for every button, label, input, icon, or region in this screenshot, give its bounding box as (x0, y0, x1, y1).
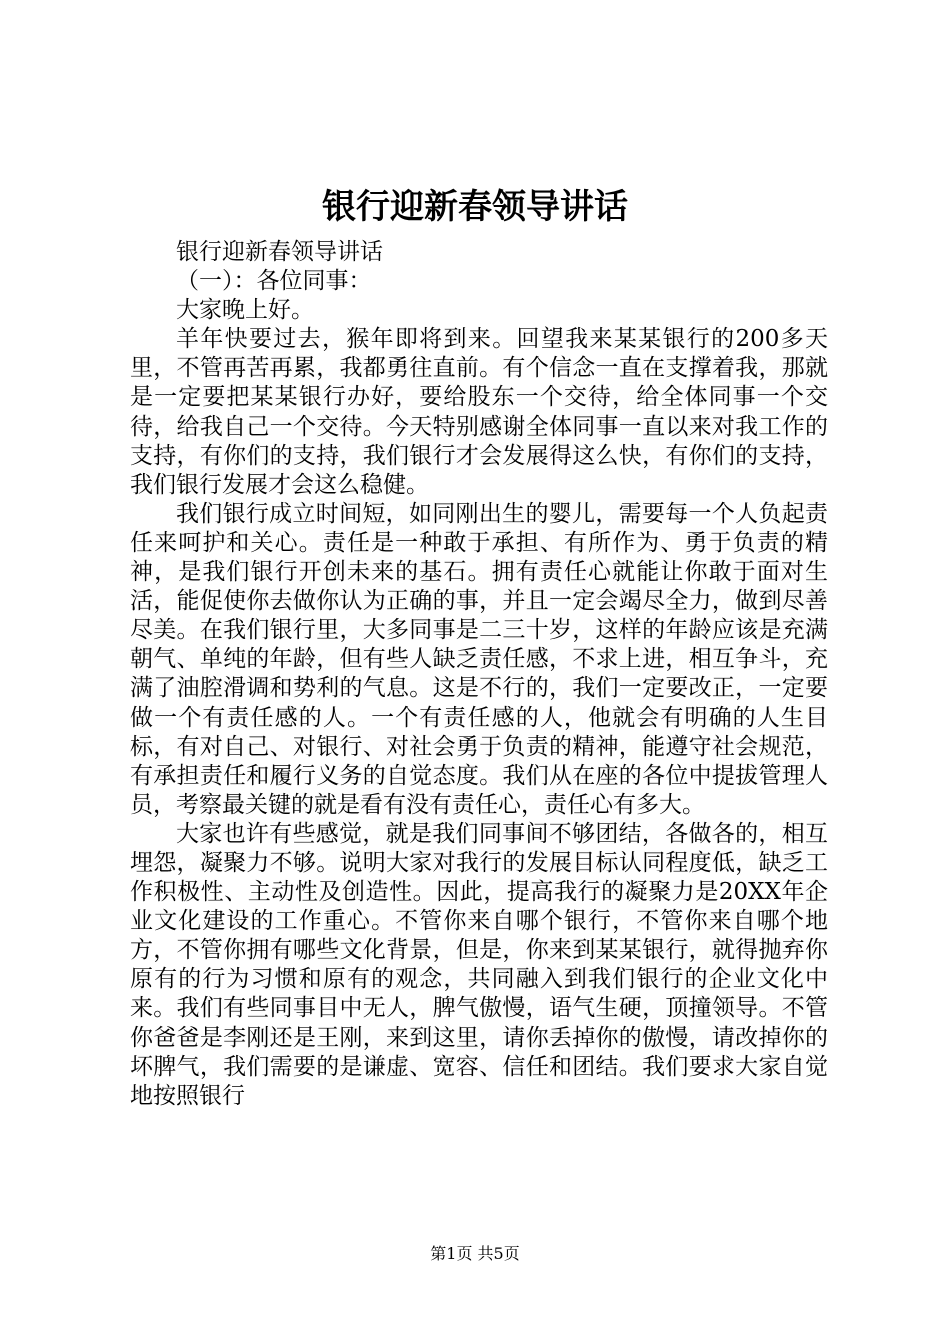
document-body (130, 238, 828, 1111)
paragraph-salutation: （一）：各位同事： (176, 268, 372, 295)
page-footer: 第1页 共5页 (430, 1244, 520, 1263)
paragraph-subtitle: 银行迎新春领导讲话 (176, 239, 383, 265)
document-title: 银行迎新春领导讲话 (322, 187, 628, 227)
paragraph-greeting: 大家晚上好。 (176, 297, 314, 324)
paragraph-3: 大家也许有些感觉，就是我们同事间不够团结，各做各的，相互埋怨，凝聚力不够。说明大家对我行的发展目标认同程度低，缺乏工作积极性、主动性及创造性。因此，提高我行的凝聚力是20XX年企业文化建设的工作重心。不管你来自哪个银行，不管你来自哪个地方，不管你拥有哪些文化背景，但是，你来到某某银行，就得抛弃你原有的行为习惯和原有的观念，共同融入到我们银行的企业文化中来。我们有些同事目中无人，脾气傲慢，语气生硬，顶撞领导。不管你爸爸是李刚还是王刚，来到这里，请你丢掉你的傲慢，请改掉你的坏脾气，我们需要的是谦虚、宽容、信任和团结。我们要求大家自觉地按照银行 (130, 820, 828, 1109)
paragraph-2: 我们银行成立时间短，如同刚出生的婴儿，需要每一个人负起责任来呵护和关心。责任是一种敢于承担、有所作为、勇于负责的精神，是我们银行开创未来的基石。拥有责任心就能让你敢于面对生活，能促使你去做你认为正确的事，并且一定会竭尽全力，做到尽善尽美。在我们银行里，大多同事是二三十岁，这样的年龄应该是充满朝气、单纯的年龄，但有些人缺乏责任感，不求上进，相互争斗，充满了油腔滑调和势利的气息。这是不行的，我们一定要改正，一定要做一个有责任感的人。一个有责任感的人，他就会有明确的人生目标，有对自己、对银行、对社会勇于负责的精神，能遵守社会规范，有承担责任和履行义务的自觉态度。我们从在座的各位中提拔管理人员，考察最关键的就是看有没有责任心，责任心有多大。 (130, 500, 828, 818)
paragraph-1: 羊年快要过去，猴年即将到来。回望我来某某银行的200多天里，不管再苦再累，我都勇往直前。有个信念一直在支撑着我，那就是一定要把某某银行办好，要给股东一个交待，给全体同事一个交待，给我自己一个交待。今天特别感谢全体同事一直以来对我工作的支持，有你们的支持，我们银行才会发展得这么快，有你们的支持，我们银行发展才会这么稳健。 (130, 326, 828, 498)
